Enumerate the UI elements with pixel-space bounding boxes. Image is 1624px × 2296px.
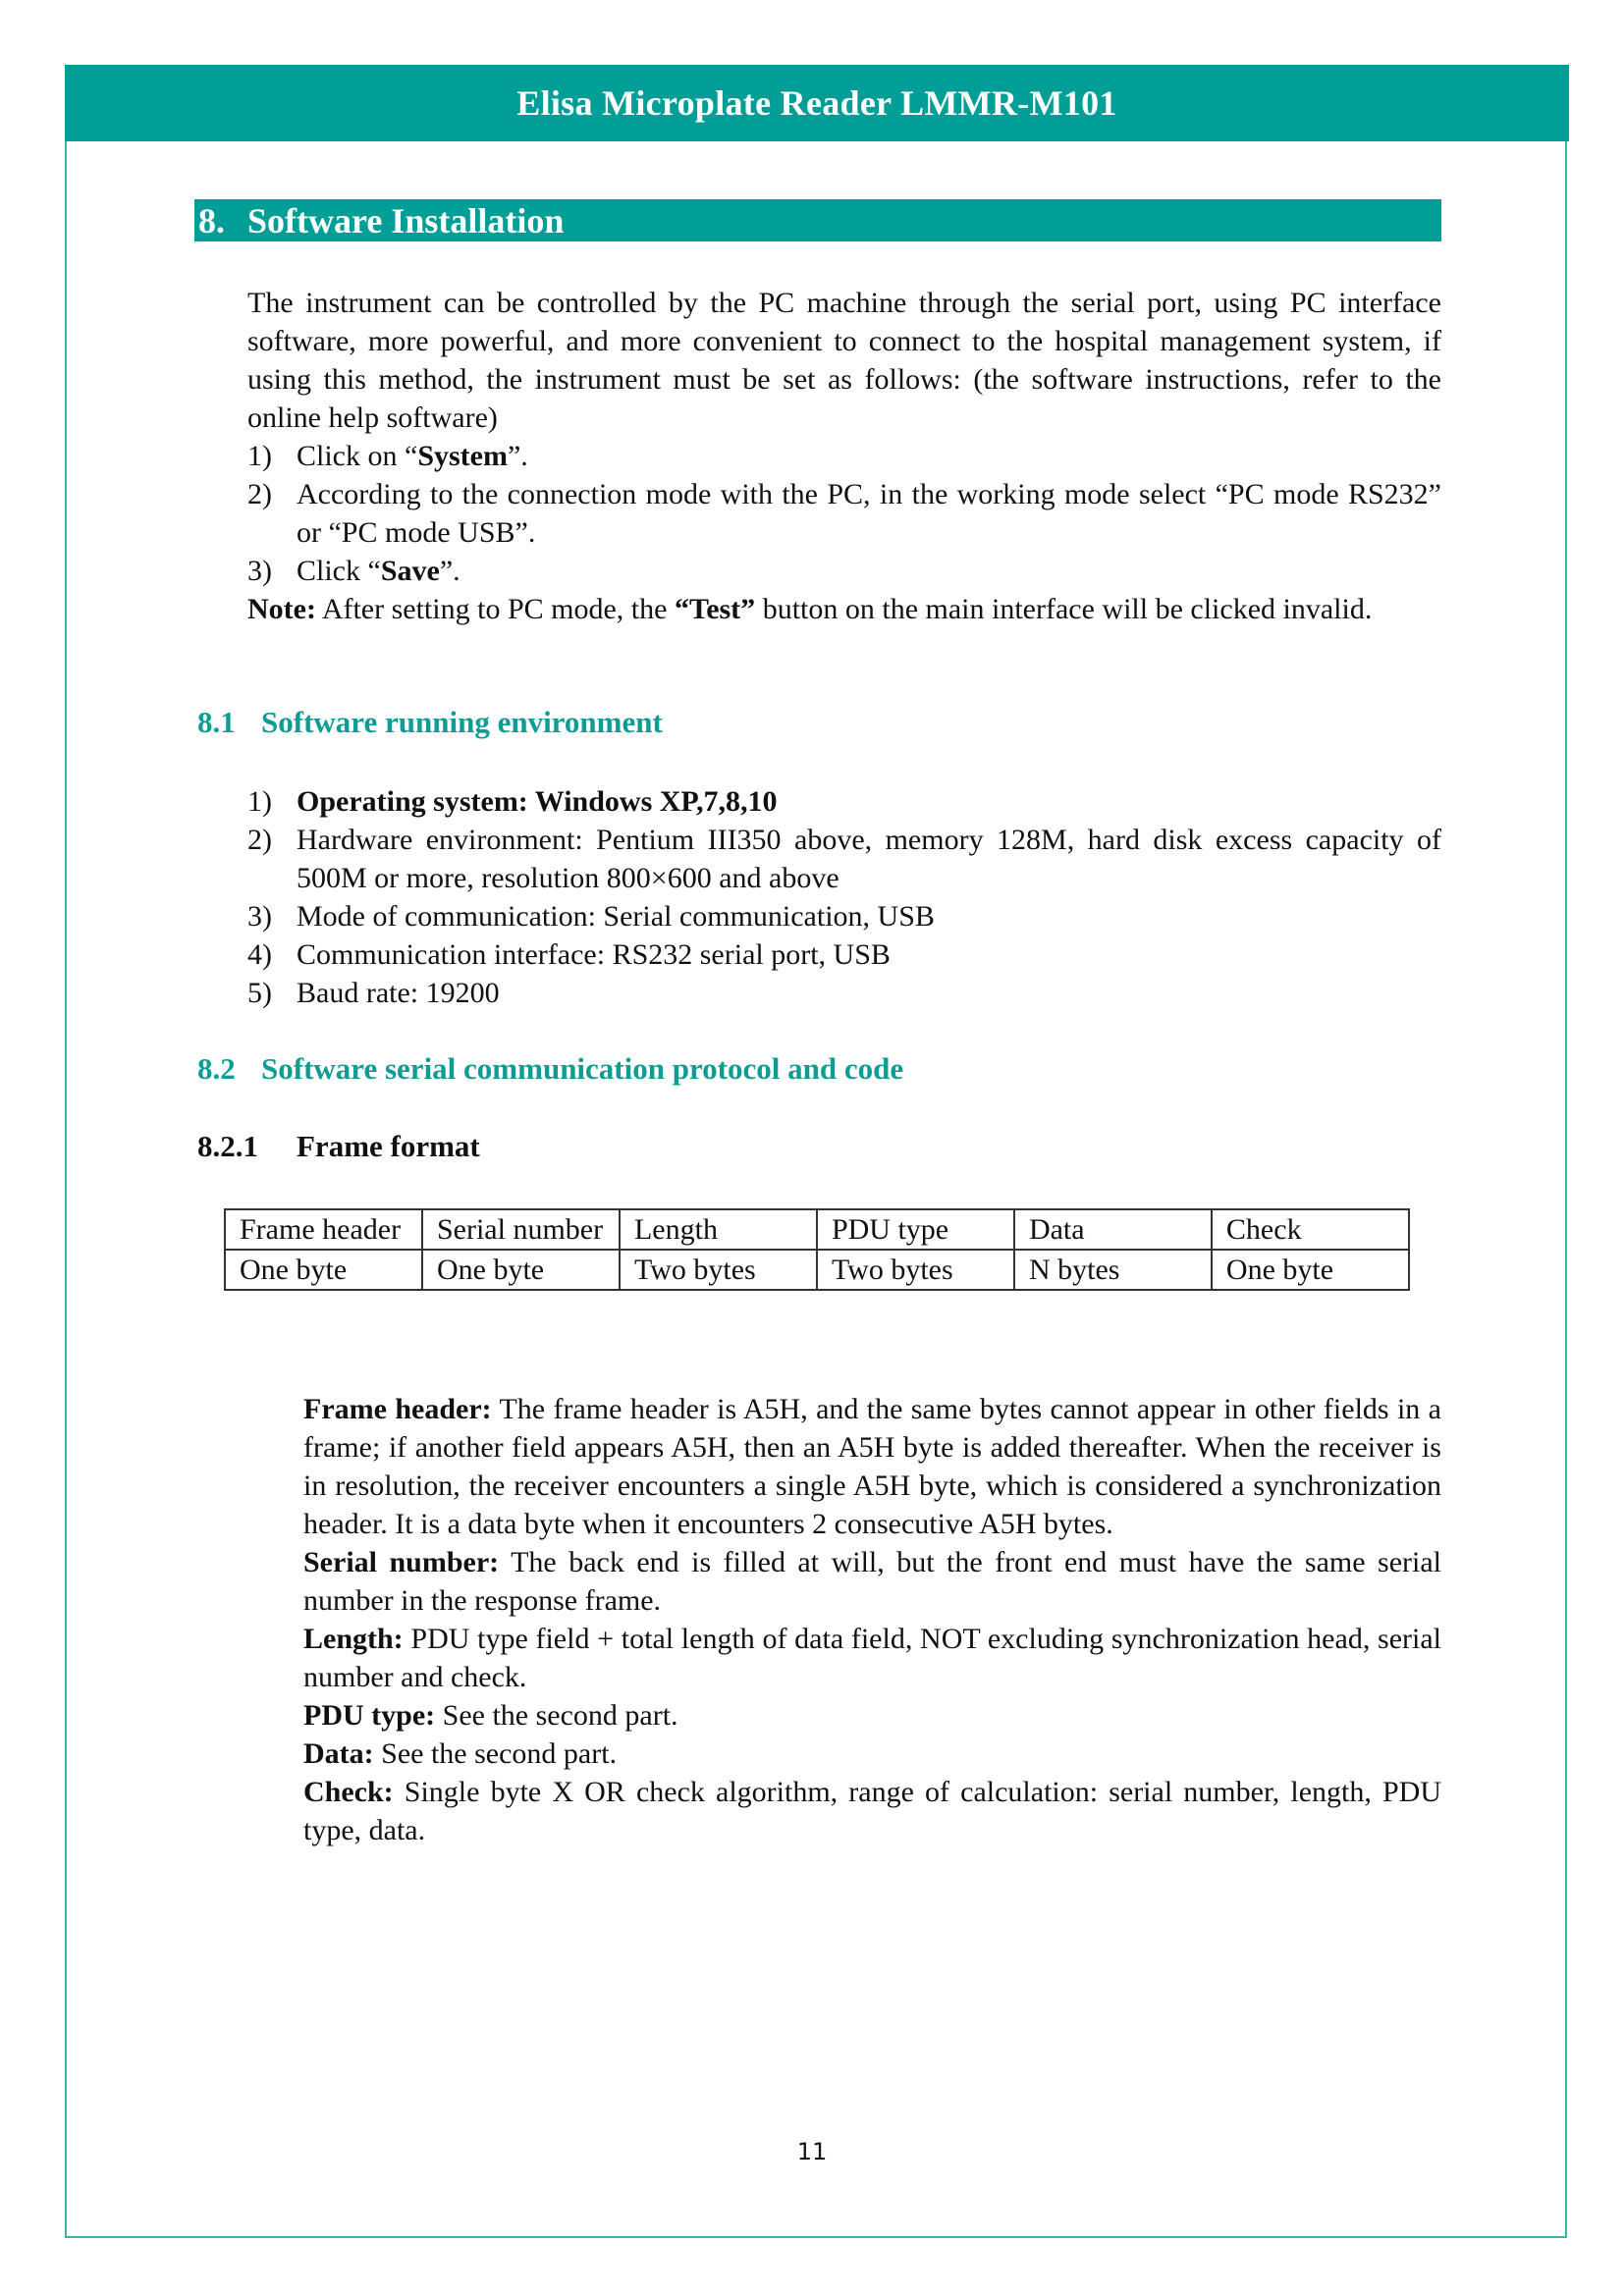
table-cell: One byte (422, 1250, 620, 1290)
list-item: 1) Click on “System”. (247, 437, 1441, 475)
list-marker: 2) (247, 478, 272, 510)
list-marker: 4) (247, 938, 272, 971)
document-title: Elisa Microplate Reader LMMR-M101 (516, 83, 1117, 123)
definition-serial-number: Serial number: The back end is filled at will, but the front end must have the same serial number in the response frame. (303, 1546, 1441, 1617)
intro-paragraph: The instrument can be controlled by the PC machine through the serial port, using PC interface software, more powerful, and more convenient to connect to the hospital management system, if using this method, the instrument must be set as follows: (the software instructions, refer to the online help software) (247, 287, 1441, 434)
subsection-heading-8-1 (197, 705, 663, 740)
page-number: 11 (796, 2138, 828, 2165)
table-cell: One byte (225, 1250, 422, 1290)
definition-frame-header: Frame header: The frame header is A5H, and the same bytes cannot appear in other fields in a frame; if another field appears A5H, then an A5H byte is added thereafter. When the receiver is in resolution, the receiver encounters a single A5H byte, which is considered a synchronization header. It is a data byte when it encounters 2 consecutive A5H bytes. (303, 1393, 1441, 1540)
list-item: 5) Baud rate: 19200 (247, 974, 1441, 1012)
definition-length: Length: PDU type field + total length of data field, NOT excluding synchronization head, serial number and check. (303, 1623, 1441, 1693)
table-header-row (225, 1209, 1409, 1250)
table-header-cell: Length (620, 1209, 817, 1250)
list-item: 1) Operating system: Windows XP,7,8,10 (247, 782, 1441, 821)
subsubsection-number: 8.2.1 (197, 1129, 258, 1163)
list-item: 2) Hardware environment: Pentium III350 above, memory 128M, hard disk excess capacity of 500M or more, resolution 800×600 and above (247, 821, 1441, 897)
environment-list (247, 782, 1441, 1012)
definition-pdu-type: PDU type: See the second part. (303, 1699, 678, 1732)
list-marker: 1) (247, 440, 272, 472)
definition-data: Data: See the second part. (303, 1737, 618, 1770)
section-intro-block (247, 284, 1441, 628)
note-label: Note: (247, 593, 316, 625)
setup-steps-list (247, 437, 1441, 590)
list-marker: 3) (247, 900, 272, 933)
list-marker: 3) (247, 555, 272, 587)
table-header-cell: Frame header (225, 1209, 422, 1250)
save-term: Save (380, 555, 440, 587)
subsection-title: Software serial communication protocol and code (261, 1051, 904, 1086)
field-definitions (303, 1390, 1441, 1849)
subsection-heading-8-2 (197, 1051, 903, 1087)
table-header-cell: PDU type (817, 1209, 1014, 1250)
subsubsection-title: Frame format (297, 1129, 480, 1163)
list-marker: 1) (247, 785, 272, 818)
table-header-cell: Serial number (422, 1209, 620, 1250)
subsection-number: 8.2 (197, 1051, 236, 1086)
section-number: 8. (198, 200, 225, 240)
table-cell: N bytes (1014, 1250, 1212, 1290)
environment-block (247, 782, 1441, 1012)
subsection-title: Software running environment (261, 705, 663, 739)
document-header (65, 65, 1569, 141)
test-term: “Test” (674, 593, 756, 625)
table-header-cell: Check (1212, 1209, 1409, 1250)
definition-check: Check: Single byte X OR check algorithm, range of calculation: serial number, length, PDU type, data. (303, 1776, 1441, 1846)
table-row (225, 1250, 1409, 1290)
table-cell: Two bytes (817, 1250, 1014, 1290)
system-term: System (417, 440, 508, 472)
table-cell: One byte (1212, 1250, 1409, 1290)
list-marker: 5) (247, 977, 272, 1009)
frame-format-table (224, 1208, 1410, 1291)
list-item: 4) Communication interface: RS232 serial port, USB (247, 935, 1441, 974)
list-item: 2) According to the connection mode with the PC, in the working mode select “PC mode RS232” or “PC mode USB”. (247, 475, 1441, 552)
subsection-number: 8.1 (197, 705, 236, 739)
section-title: Software Installation (247, 200, 565, 240)
note-paragraph: Note: After setting to PC mode, the “Test” button on the main interface will be clicked invalid. (247, 593, 1373, 625)
table-cell: Two bytes (620, 1250, 817, 1290)
table-header-cell: Data (1014, 1209, 1212, 1250)
section-heading (194, 199, 1441, 241)
list-marker: 2) (247, 824, 272, 856)
subsubsection-heading-8-2-1 (197, 1129, 480, 1164)
list-item: 3) Click “Save”. (247, 552, 1441, 590)
list-item: 3) Mode of communication: Serial communication, USB (247, 897, 1441, 935)
